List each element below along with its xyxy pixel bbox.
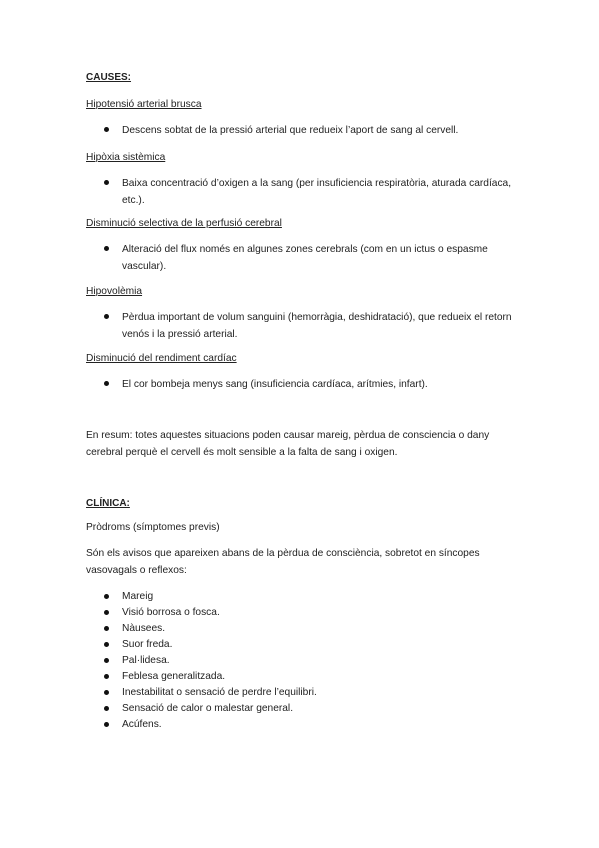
bullet-icon — [104, 674, 109, 679]
bullet-icon — [104, 642, 109, 647]
symptom-item: Suor freda. — [122, 639, 173, 650]
causes-summary: En resum: totes aquestes situacions poden causar mareig, pèrdua de consciencia o dany cerebral perquè el cervell és molt sensible a la falta de sang i oxigen. — [86, 430, 490, 458]
bullet-icon — [104, 658, 109, 663]
clinica-heading: CLÍNICA: — [86, 498, 130, 509]
causes-heading: CAUSES: — [86, 72, 132, 83]
bullet-icon — [104, 594, 109, 599]
cause-item-rendiment: El cor bombeja menys sang (insuficiencia cardíaca, arítmies, infart). — [122, 379, 428, 390]
bullet-icon — [104, 706, 109, 711]
bullet-icon — [104, 180, 109, 185]
symptom-item: Visió borrosa o fosca. — [122, 607, 220, 618]
prodroms-subheading: Pròdroms (símptomes previs) — [86, 522, 220, 533]
cause-item-hipovolemia: Pèrdua important de volum sanguini (hemorràgia, deshidratació), que redueix el retorn venós i la pressió arterial. — [122, 312, 512, 340]
symptom-item: Feblesa generalitzada. — [122, 671, 226, 682]
bullet-icon — [104, 127, 109, 132]
cause-item-hipoxia: Baixa concentració d’oxigen a la sang (per insuficiencia respiratòria, aturada cardíaca, etc.). — [122, 178, 512, 206]
cause-title-hipotensio: Hipotensió arterial brusca — [86, 99, 202, 110]
clinica-intro: Són els avisos que apareixen abans de la pèrdua de consciència, sobretot en síncopes vasovagals o reflexos: — [86, 548, 480, 576]
symptom-item: Nàusees. — [122, 623, 166, 634]
symptom-item: Inestabilitat o sensació de perdre l’equilibri. — [122, 687, 317, 698]
cause-title-perfusio: Disminució selectiva de la perfusió cerebral — [86, 218, 282, 229]
cause-title-hipovolemia: Hipovolèmia — [86, 286, 143, 297]
symptom-item: Sensació de calor o malestar general. — [122, 703, 294, 714]
symptom-item: Mareig — [122, 591, 154, 602]
cause-item-hipotensio: Descens sobtat de la pressió arterial que redueix l’aport de sang al cervell. — [122, 125, 459, 136]
bullet-icon — [104, 722, 109, 727]
bullet-icon — [104, 246, 109, 251]
cause-item-perfusio: Alteració del flux només en algunes zones cerebrals (com en un ictus o espasme vascular). — [122, 244, 488, 272]
symptom-item: Pal·lidesa. — [122, 655, 170, 666]
bullet-icon — [104, 381, 109, 386]
bullet-icon — [104, 314, 109, 319]
bullet-icon — [104, 626, 109, 631]
symptom-item: Acúfens. — [122, 719, 162, 730]
cause-title-hipoxia: Hipòxia sistèmica — [86, 152, 166, 163]
cause-title-rendiment: Disminució del rendiment cardíac — [86, 353, 237, 364]
bullet-icon — [104, 690, 109, 695]
bullet-icon — [104, 610, 109, 615]
